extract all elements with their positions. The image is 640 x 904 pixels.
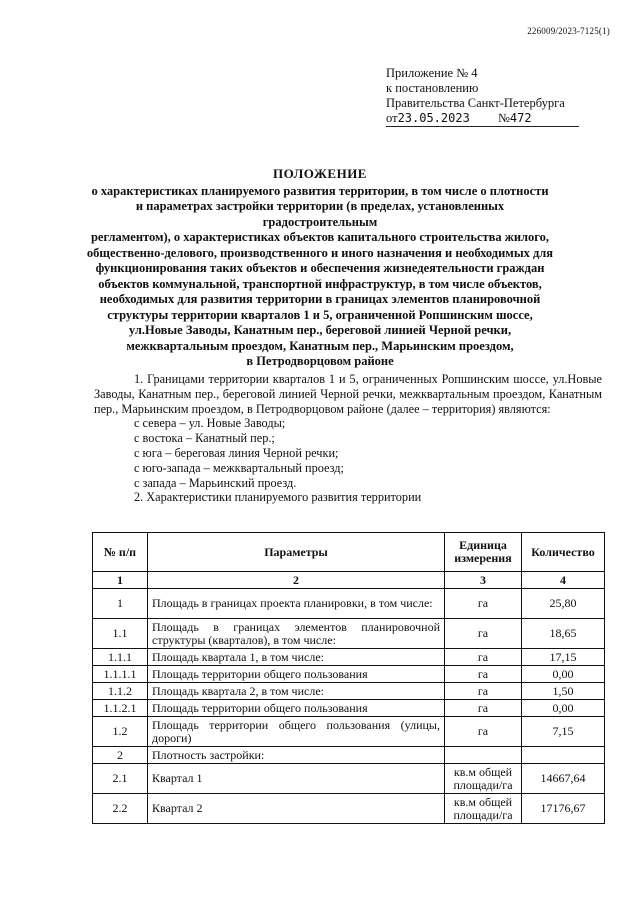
- title-line: и параметрах застройки территории (в пределах, установленных градостроительным: [135, 199, 505, 229]
- number-prefix: №: [497, 111, 510, 125]
- row-unit: га: [445, 589, 522, 619]
- header-number: № п/п: [93, 533, 148, 572]
- paragraph-1: 1. Границами территории кварталов 1 и 5, ограниченных Ропшинским шоссе, ул.Новые Заводы, Канатным пер., береговой линией Черной речки, межквартальным проездом, Канатным пер., Марьинским проездом, в Петродворцовом районе (далее – территория) являются:: [94, 372, 602, 416]
- document-body: [94, 372, 602, 505]
- decree-number: 472: [509, 111, 532, 125]
- row-unit: га: [445, 717, 522, 747]
- title-line: структуры территории кварталов 1 и 5, ограниченной Ропшинским шоссе,: [107, 307, 533, 322]
- row-number: 1.1.2: [93, 683, 148, 700]
- row-quantity: 17,15: [522, 649, 605, 666]
- row-parameter: Площадь территории общего пользования: [148, 666, 445, 683]
- row-number: 1.2: [93, 717, 148, 747]
- row-parameter: Площадь квартала 1, в том числе:: [148, 649, 445, 666]
- title-line: общественно-делового, производственного и иного назначения и необходимых для: [86, 245, 554, 260]
- table-row: [93, 717, 605, 747]
- row-parameter: Площадь квартала 2, в том числе:: [148, 683, 445, 700]
- appendix-line-1: Приложение № 4: [386, 66, 478, 80]
- header-quantity: Количество: [522, 533, 605, 572]
- boundary-item: с севера – ул. Новые Заводы;: [134, 416, 286, 431]
- row-unit: кв.м общей площади/га: [445, 764, 522, 794]
- column-number-row: [93, 572, 605, 589]
- row-unit: [445, 747, 522, 764]
- header-parameters: Параметры: [148, 533, 445, 572]
- decree-date: 23.05.2023: [397, 111, 470, 125]
- row-unit: га: [445, 649, 522, 666]
- boundary-item: с юга – береговая линия Черной речки;: [134, 445, 339, 460]
- row-unit: кв.м общей площади/га: [445, 794, 522, 824]
- row-parameter: Площадь в границах элементов планировочной структуры (кварталов), в том числе:: [148, 619, 445, 649]
- table-row: [93, 747, 605, 764]
- row-parameter: Плотность застройки:: [148, 747, 445, 764]
- appendix-line-3: Правительства Санкт-Петербурга: [386, 96, 565, 110]
- title-line: межквартальным проездом, Канатным пер., Марьинским проездом,: [126, 338, 514, 353]
- document-title: [80, 166, 560, 370]
- column-number: 1: [93, 572, 148, 589]
- title-line: регламентом), о характеристиках объектов капитального строительства жилого,: [90, 230, 550, 244]
- row-quantity: 18,65: [522, 619, 605, 649]
- row-quantity: 0,00: [522, 666, 605, 683]
- title-line: о характеристиках планируемого развития территории, в том числе о плотности: [91, 183, 549, 198]
- boundary-item: с юго-запада – межквартальный проезд;: [134, 460, 344, 475]
- row-quantity: 25,80: [522, 589, 605, 619]
- row-unit: га: [445, 666, 522, 683]
- row-unit: га: [445, 700, 522, 717]
- title-heading: ПОЛОЖЕНИЕ: [273, 166, 367, 181]
- row-number: 2.2: [93, 794, 148, 824]
- row-unit: га: [445, 619, 522, 649]
- row-quantity: [522, 747, 605, 764]
- table-row: [93, 794, 605, 824]
- row-quantity: 7,15: [522, 717, 605, 747]
- table-row: [93, 683, 605, 700]
- title-line: объектов коммунальной, транспортной инфраструктур, в том числе объектов,: [98, 276, 542, 291]
- title-line: функционирования таких объектов и обеспечения жизнедеятельности граждан: [95, 261, 545, 275]
- characteristics-table: [92, 532, 605, 824]
- row-unit: га: [445, 683, 522, 700]
- document-number: 226009/2023-7125(1): [527, 26, 610, 36]
- row-number: 2: [93, 747, 148, 764]
- row-parameter: Квартал 2: [148, 794, 445, 824]
- row-parameter: Квартал 1: [148, 764, 445, 794]
- title-line: в Петродворцовом районе: [246, 354, 394, 368]
- boundary-item: с востока – Канатный пер.;: [134, 431, 275, 446]
- table-row: [93, 589, 605, 619]
- row-number: 1.1.1: [93, 649, 148, 666]
- column-number: 2: [148, 572, 445, 589]
- appendix-line-2: к постановлению: [386, 81, 479, 95]
- header-unit: Единица измерения: [445, 533, 522, 572]
- boundary-item: с запада – Марьинский проезд.: [134, 475, 297, 490]
- table-header-row: [93, 533, 605, 572]
- date-prefix: от: [386, 111, 398, 125]
- appendix-block: [386, 66, 579, 127]
- row-parameter: Площадь территории общего пользования (улицы, дороги): [148, 717, 445, 747]
- row-number: 2.1: [93, 764, 148, 794]
- row-quantity: 14667,64: [522, 764, 605, 794]
- row-quantity: 1,50: [522, 683, 605, 700]
- title-line: ул.Новые Заводы, Канатным пер., береговой линией Черной речки,: [128, 323, 512, 337]
- table-row: [93, 700, 605, 717]
- table-row: [93, 666, 605, 683]
- row-number: 1.1: [93, 619, 148, 649]
- column-number: 3: [445, 572, 522, 589]
- row-quantity: 17176,67: [522, 794, 605, 824]
- table-row: [93, 764, 605, 794]
- row-number: 1: [93, 589, 148, 619]
- appendix-date-line: [386, 111, 579, 127]
- table-row: [93, 619, 605, 649]
- title-line: необходимых для развития территории в границах элементов планировочной: [99, 292, 541, 306]
- row-number: 1.1.2.1: [93, 700, 148, 717]
- row-quantity: 0,00: [522, 700, 605, 717]
- row-number: 1.1.1.1: [93, 666, 148, 683]
- table-row: [93, 649, 605, 666]
- row-parameter: Площадь в границах проекта планировки, в том числе:: [148, 589, 445, 619]
- column-number: 4: [522, 572, 605, 589]
- row-parameter: Площадь территории общего пользования: [148, 700, 445, 717]
- paragraph-2: 2. Характеристики планируемого развития территории: [134, 490, 422, 505]
